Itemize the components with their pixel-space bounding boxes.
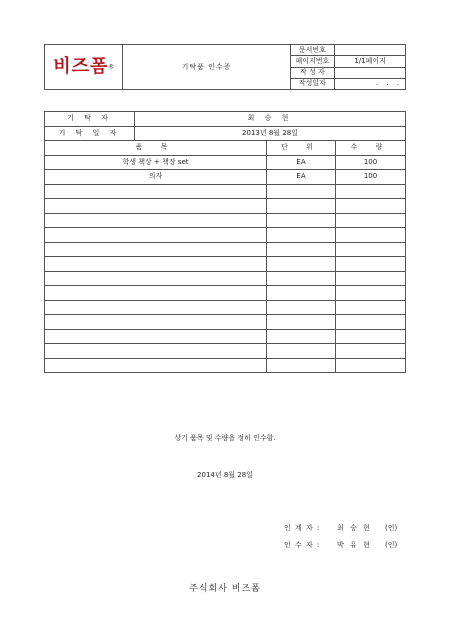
empty-item-cell	[45, 300, 267, 315]
empty-qty-cell	[336, 257, 406, 272]
empty-table-row	[45, 329, 406, 344]
empty-item-cell	[45, 315, 267, 330]
empty-qty-cell	[336, 242, 406, 257]
author-label: 작 성 자	[290, 67, 335, 78]
receiver-label: 인 수 자 :	[284, 541, 321, 549]
item-name: 의자	[45, 170, 267, 185]
empty-unit-cell	[267, 184, 336, 199]
empty-item-cell	[45, 199, 267, 214]
col-item-header: 품 목	[45, 141, 267, 156]
created-date-value: . . .	[335, 78, 406, 89]
empty-table-row	[45, 213, 406, 228]
empty-qty-cell	[336, 199, 406, 214]
empty-table-row	[45, 271, 406, 286]
empty-table-row	[45, 257, 406, 272]
empty-qty-cell	[336, 213, 406, 228]
column-header-row	[45, 141, 406, 156]
author-value	[335, 67, 406, 78]
depositor-value: 최 승 현	[135, 112, 406, 127]
empty-item-cell	[45, 257, 267, 272]
empty-item-cell	[45, 344, 267, 359]
deposit-date-value: 2013년 8월 28일	[135, 126, 406, 141]
empty-item-cell	[45, 271, 267, 286]
empty-qty-cell	[336, 286, 406, 301]
receipt-date: 2014년 8월 28일	[197, 471, 253, 479]
empty-table-row	[45, 228, 406, 243]
deposit-date-row	[45, 126, 406, 141]
logo	[45, 45, 123, 90]
empty-unit-cell	[267, 286, 336, 301]
empty-table-row	[45, 315, 406, 330]
empty-item-cell	[45, 329, 267, 344]
document-title: 기탁품 인수증	[123, 45, 290, 90]
empty-qty-cell	[336, 329, 406, 344]
depositor-row	[45, 112, 406, 127]
col-unit-header: 단 위	[267, 141, 336, 156]
receiver-signature	[284, 540, 405, 550]
handover-label: 인 계 자 :	[284, 524, 321, 532]
item-unit: EA	[267, 170, 336, 185]
empty-item-cell	[45, 358, 267, 373]
empty-unit-cell	[267, 315, 336, 330]
receiver-name: 박 유 현	[337, 541, 372, 549]
receiver-seal: (인)	[385, 541, 398, 549]
table-row	[45, 155, 406, 170]
deposit-date-label: 기 탁 일 자	[45, 126, 135, 141]
empty-table-row	[45, 242, 406, 257]
empty-table-row	[45, 344, 406, 359]
empty-qty-cell	[336, 344, 406, 359]
page-number-label: 페이지번호	[290, 56, 335, 67]
empty-table-row	[45, 286, 406, 301]
empty-unit-cell	[267, 344, 336, 359]
empty-unit-cell	[267, 271, 336, 286]
page-number-value: 1/1페이지	[335, 56, 406, 67]
empty-table-row	[45, 199, 406, 214]
empty-unit-cell	[267, 257, 336, 272]
empty-item-cell	[45, 213, 267, 228]
empty-qty-cell	[336, 271, 406, 286]
empty-rows	[45, 184, 406, 373]
handover-signature	[284, 523, 405, 533]
empty-item-cell	[45, 286, 267, 301]
empty-unit-cell	[267, 329, 336, 344]
empty-table-row	[45, 300, 406, 315]
empty-unit-cell	[267, 228, 336, 243]
items-table	[44, 111, 406, 373]
item-unit: EA	[267, 155, 336, 170]
col-qty-header: 수 량	[336, 141, 406, 156]
empty-unit-cell	[267, 300, 336, 315]
depositor-label: 기 탁 자	[45, 112, 135, 127]
table-row	[45, 170, 406, 185]
handover-name: 최 승 현	[337, 524, 372, 532]
doc-number-label: 문서번호	[290, 45, 335, 56]
empty-qty-cell	[336, 315, 406, 330]
item-qty: 100	[336, 155, 406, 170]
company-name: 주식회사 비즈폼	[189, 584, 261, 594]
empty-item-cell	[45, 228, 267, 243]
receipt-statement: 상기 품목 및 수량을 정히 인수함.	[174, 434, 276, 442]
empty-qty-cell	[336, 300, 406, 315]
created-date-label: 작성일자	[290, 78, 335, 89]
empty-item-cell	[45, 184, 267, 199]
empty-qty-cell	[336, 184, 406, 199]
empty-unit-cell	[267, 358, 336, 373]
empty-unit-cell	[267, 213, 336, 228]
handover-seal: (인)	[385, 524, 398, 532]
empty-qty-cell	[336, 358, 406, 373]
empty-unit-cell	[267, 199, 336, 214]
item-qty: 100	[336, 170, 406, 185]
empty-unit-cell	[267, 242, 336, 257]
logo-text: 비즈폼	[53, 56, 109, 77]
empty-qty-cell	[336, 228, 406, 243]
doc-number-value	[335, 45, 406, 56]
registered-mark: ®	[108, 64, 115, 71]
empty-item-cell	[45, 242, 267, 257]
item-name: 학생 책상 + 책장 set	[45, 155, 267, 170]
empty-table-row	[45, 358, 406, 373]
empty-table-row	[45, 184, 406, 199]
document-header	[44, 44, 406, 90]
